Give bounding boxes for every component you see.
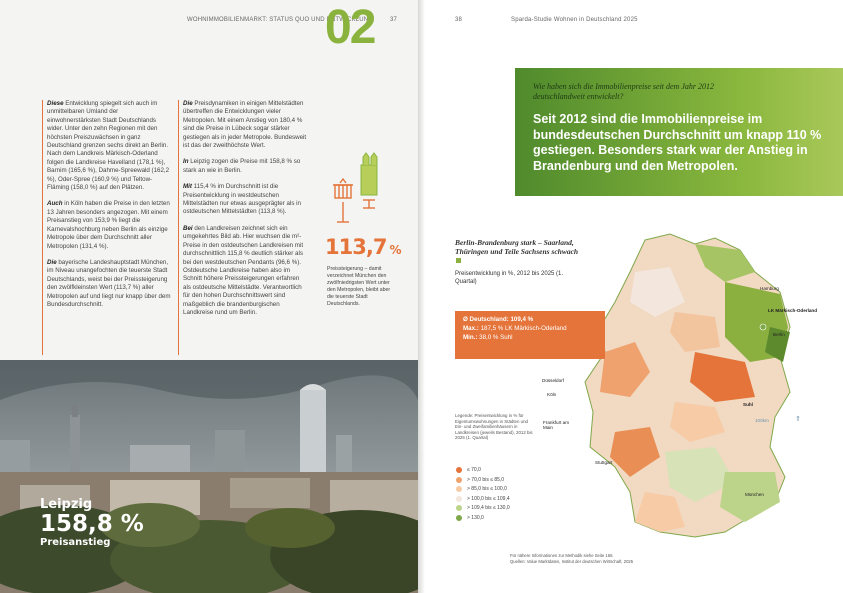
footnote: Für nähere Informationen zur Methodik siehe Seite 165. Quellen: Value Marktdaten, Institut der deutschen Wirtschaft, 2025 — [510, 553, 634, 564]
legend-swatch-icon — [456, 477, 462, 483]
legend-label: > 109,4 bis ≤ 130,0 — [467, 505, 510, 511]
legend-title: Legende: Preisentwicklung in % für Eigentumswohnungen in Städten und Ein- und Zweifamilienhäusern in Landkreisen (jeweils Bestand), 2012 bis 2025 (1. Quartal) — [455, 413, 533, 441]
city-label: Frankfurt am Main — [543, 420, 570, 430]
page-number: 38 — [455, 17, 463, 23]
legend-swatch-icon — [456, 467, 462, 473]
left-page — [0, 0, 418, 593]
legend-label: > 100,0 bis ≤ 109,4 — [467, 495, 510, 502]
legend-item — [456, 486, 507, 492]
legend-item — [456, 477, 504, 483]
city-label: LK Märkisch-Oderland — [768, 308, 818, 313]
legend-swatch-icon — [456, 505, 462, 511]
chapter-number: 02 — [325, 1, 375, 54]
city-label: Stuttgart — [595, 460, 613, 465]
photo-caption: Leipzig 158,8 % Preisanstieg — [40, 497, 144, 548]
paragraph: In Leipzig zogen die Preise mit 158,8 % so stark an wie in Berlin. — [183, 158, 301, 174]
germany-price-map — [575, 232, 825, 552]
paragraph: Mit 115,4 % im Durchschnitt ist die Preisentwicklung in westdeutschen Mittelstädten nur etwas ausgeprägter als in ostdeutschen Mittelstädten (113,8 %). — [183, 183, 301, 216]
map-info-box: Ø Deutschland: 109,4 % Max.: 187,5 % LK Märkisch-Oderland Min.: 38,0 % Suhl — [455, 311, 605, 359]
page-number: 37 — [390, 17, 398, 23]
stat-text: Preissteigerung – damit verzeichnet München den zwölfniedrigsten Wert unter den Metropolen, bleibt aber die teuerste Stadt Deutschlands. — [327, 266, 391, 307]
text-column-1 — [47, 100, 172, 317]
stat-value: 113,7 % — [325, 235, 401, 259]
paragraph: Die bayerische Landeshauptstadt München, im Niveau unangefochten die teuerste Stadt Deutschlands, weist bei der Preissteigerung den zwölfkleinsten Wert (113,7 %) aller Metropolen auf und liegt nur knapp über dem Bundesdurchschnitt. — [47, 258, 171, 308]
text-column-2 — [183, 100, 308, 325]
legend-label: ≤ 70,0 — [467, 467, 481, 473]
legend-swatch-icon — [456, 486, 462, 492]
leipzig-skyline-photo — [0, 360, 418, 593]
key-question-box — [515, 68, 843, 196]
city-label: Düsseldorf — [542, 378, 564, 383]
paragraph: Bei den Landkreisen zeichnet sich ein umgekehrtes Bild ab. Hier wuchsen die m²-Preise in den ostdeutschen Landkreisen mit durchschnittlich 115,8 % deutlich stärker als bei den westdeutschen Pendants (96,6 %). Ostdeutsche Landkreise haben also im Schnitt höhere Preissteigerungen erfahren als ostdeutsche Mittelstädte. Verantwortlich für den hohen Durchschnittswert sind maßgeblich die brandenburgischen Landkreise rund um Berlin. — [183, 224, 304, 316]
legend-item — [456, 467, 481, 473]
legend-item — [456, 515, 484, 521]
city-label: München — [745, 492, 764, 497]
north-arrow-icon: ⇑ — [795, 416, 801, 423]
key-answer: Seit 2012 sind die Immobilienpreise im bundesdeutschen Durchschnitt um knapp 110 % gestiegen. Besonders stark war der Anstieg in Brandenburg und den Metropolen. — [533, 112, 822, 173]
map-title: Berlin-Brandenburg stark – Saarland, Thüringen und Teile Sachsens schwach — [455, 238, 580, 265]
running-header: WOHNIMMOBILIENMARKT: STATUS QUO UND ENTWICKLUNG — [187, 17, 374, 23]
city-label: Köln — [547, 392, 557, 397]
right-page — [425, 0, 843, 593]
city-label: Hamburg — [760, 286, 779, 291]
column-rule — [42, 100, 43, 355]
paragraph: Auch in Köln haben die Preise in den letzten 13 Jahren besonders angezogen. Mit einem Preisanstieg von 153,9 % liegt die Karnevalshochburg neben Berlin als einzige Metropole über dem Durchschnitt aller Metropolen (131,4 %). — [47, 200, 170, 250]
spine — [418, 0, 425, 593]
legend-label: > 70,0 bis ≤ 85,0 — [467, 476, 505, 483]
legend-item — [456, 505, 510, 511]
legend-swatch-icon — [456, 496, 462, 502]
column-rule — [178, 100, 179, 355]
key-question: Wie haben sich die Immobilienpreise seit dem Jahr 2012 deutschlandweit entwickelt? — [533, 82, 714, 101]
landmark-icon — [325, 150, 395, 230]
city-label: Berlin — [773, 332, 785, 337]
running-header: Sparda-Studie Wohnen in Deutschland 2025 — [511, 17, 638, 23]
city-label: Suhl — [743, 402, 753, 407]
map-subtitle: Preisentwicklung in %, 2012 bis 2025 (1. Quartal) — [455, 271, 564, 285]
paragraph: Die Preisdynamiken in einigen Mittelstädten übertreffen die Entwicklungen vieler Metropolen. Mit einem Anstieg von 180,4 % sind die Preise in Lübeck sogar stärker gestiegen als in jeder Metropole. Bundesweit ist das der zweithöchste Wert. — [183, 100, 307, 150]
legend-swatch-icon — [456, 515, 462, 521]
map-scale: 100km — [755, 418, 769, 423]
legend-item — [456, 496, 510, 502]
paragraph: Diese Entwicklung spiegelt sich auch im unmittelbaren Umland der einwohnerstärksten Stadt Deutschlands wider. Unter den zehn Regionen mit den höchsten Preiszuwächsen in ganz Deutschland grenzen sechs direkt an Berlin. Nach dem Landkreis Märkisch-Oderland folgen die Landkreise Havelland (178,1 %), Barnim (165,6 %), Dahme-Spreewald (162,2 %), Oder-Spree (160,9 %) und Teltow-Fläming (158,0 %) auf den Plätzen. — [47, 100, 170, 192]
legend-label: > 85,0 bis ≤ 100,0 — [467, 486, 507, 492]
green-square-icon — [456, 258, 461, 263]
legend-label: > 130,0 — [467, 514, 484, 521]
